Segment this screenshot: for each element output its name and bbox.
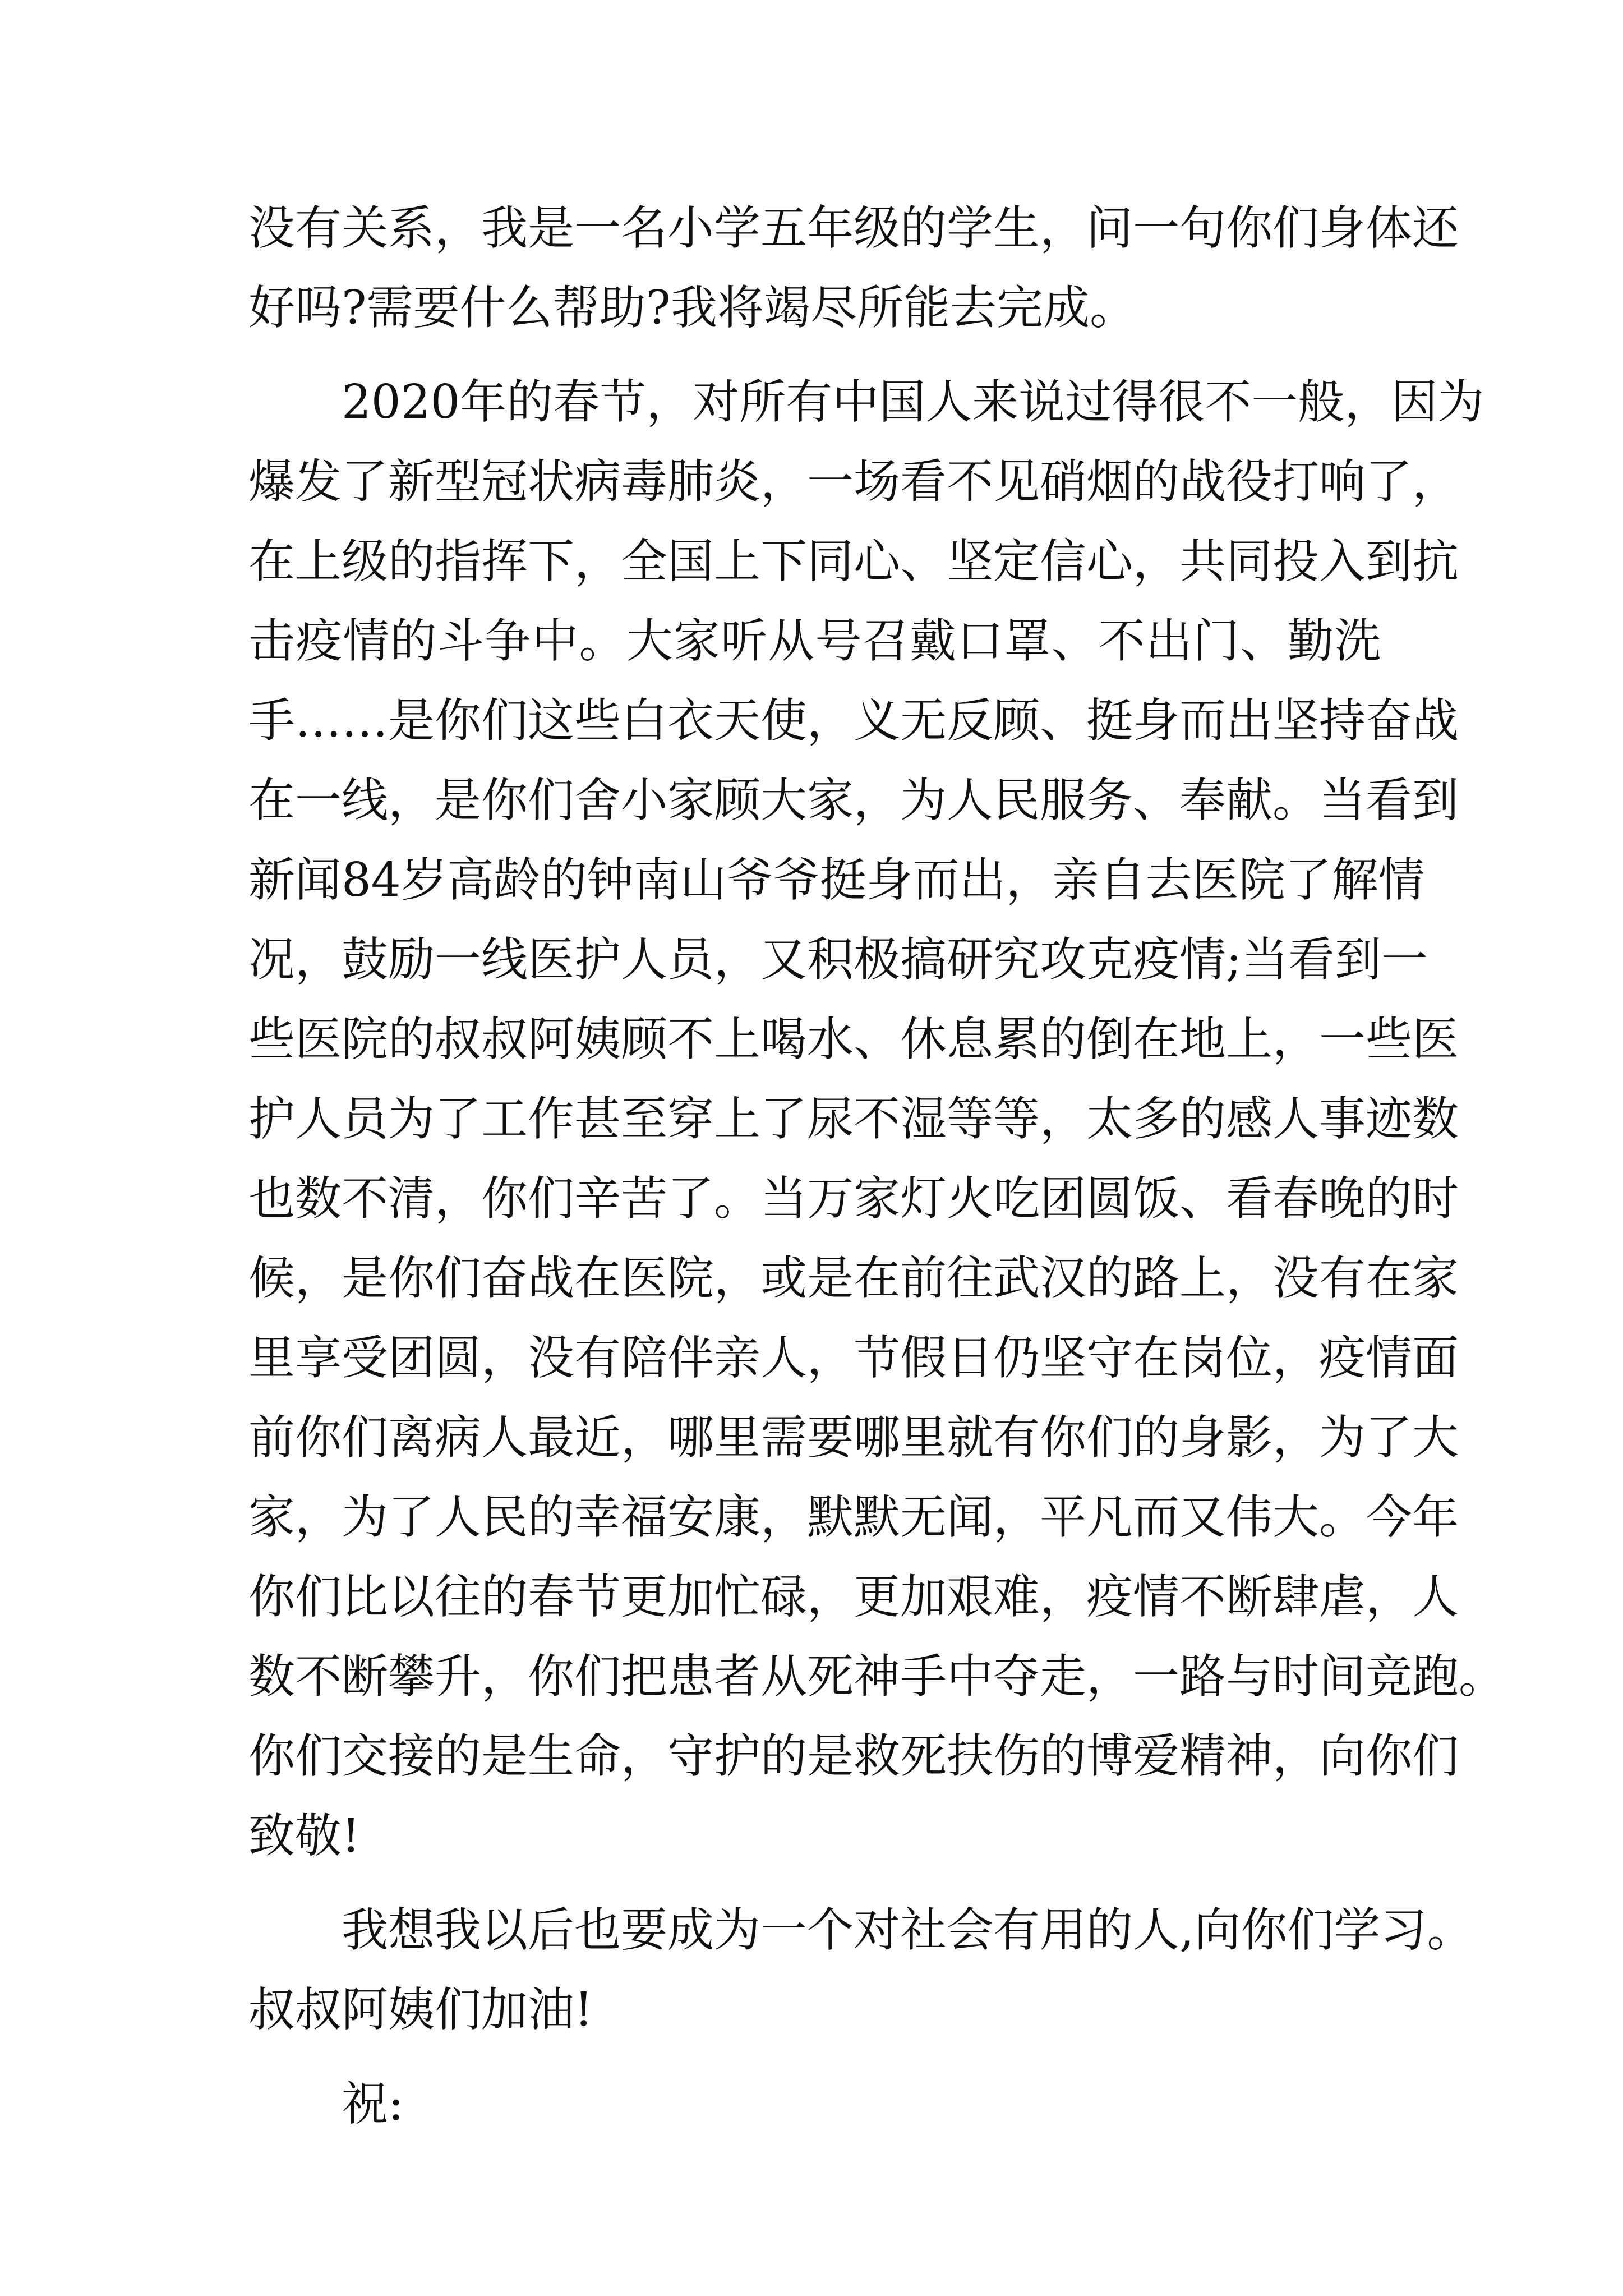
text-line: 祝: xyxy=(342,2077,404,2131)
text-line: 致敬! xyxy=(248,1809,361,1863)
text-line: 你 们 比 以 往 的 春 节 更 加 忙 碌 ， 更 加 艰 难 ， 疫 情 不 断 肆 虐 ， 人 xyxy=(248,1570,1459,1624)
text-line: 没 有 关 系 ， 我 是 一 名 小 学 五 年 级 的 学 生 ， 问 一 句 你 们 身 体 还 xyxy=(248,201,1459,255)
text-line: 击 疫 情 的 斗 争 中 。 大 家 听 从 号 召 戴 口 罩 、 不 出 门 、 勤 洗 xyxy=(248,614,1381,668)
text-line: 些 医 院 的 叔 叔 阿 姨 顾 不 上 喝 水 、 休 息 累 的 倒 在 地 上 ， 一 些 医 xyxy=(248,1012,1459,1066)
text-line: 叔叔阿姨们加油! xyxy=(248,1982,593,2037)
text-line: 在 一 线 ， 是 你 们 舍 小 家 顾 大 家 ， 为 人 民 服 务 、 奉 献 。 当 看 到 xyxy=(248,773,1459,827)
letter-body xyxy=(248,188,1505,2144)
text-line: 在 上 级 的 指 挥 下 ， 全 国 上 下 同 心 、 坚 定 信 心 ， 共 同 投 入 到 抗 xyxy=(248,534,1459,588)
text-line: 数 不 断 攀 升 ， 你 们 把 患 者 从 死 神 手 中 夺 走 ， 一 路 与 时 间 竞 跑 。 xyxy=(248,1649,1505,1704)
text-line: 你 们 交 接 的 是 生 命 ， 守 护 的 是 救 死 扶 伤 的 博 爱 精 神 ， 向 你 们 xyxy=(248,1729,1459,1783)
paragraph xyxy=(248,362,1505,1876)
text-line: 前 你 们 离 病 人 最 近 ， 哪 里 需 要 哪 里 就 有 你 们 的 身 影 ， 为 了 大 xyxy=(248,1410,1459,1465)
text-line: 2020 年 的 春 节 ， 对 所 有 中 国 人 来 说 过 得 很 不 一 般 ， 因 为 xyxy=(342,375,1484,429)
text-line: 候 ， 是 你 们 奋 战 在 医 院 ， 或 是 在 前 往 武 汉 的 路 上 ， 没 有 在 家 xyxy=(248,1251,1459,1305)
text-line: 家 ， 为 了 人 民 的 幸 福 安 康 ， 默 默 无 闻 ， 平 凡 而 又 伟 大 。 今 年 xyxy=(248,1490,1459,1544)
text-line: 好吗?需要什么帮助?我将竭尽所能去完成。 xyxy=(248,280,1136,335)
text-line: 我 想 我 以 后 也 要 成 为 一 个 对 社 会 有 用 的 人 , 向 你 们 学 习 。 xyxy=(342,1903,1474,1957)
text-line: 手 … … 是 你 们 这 些 白 衣 天 使 ， 义 无 反 顾 、 挺 身 而 出 坚 持 奋 战 xyxy=(248,693,1459,748)
text-line: 新 闻 84 岁 高 龄 的 钟 南 山 爷 爷 挺 身 而 出 ， 亲 自 去 医 院 了 解 情 xyxy=(248,853,1425,907)
text-line: 里 享 受 团 圆 ， 没 有 陪 伴 亲 人 ， 节 假 日 仍 坚 守 在 岗 位 ， 疫 情 面 xyxy=(248,1331,1459,1385)
paragraph xyxy=(248,2064,1381,2144)
text-line: 况 ， 鼓 励 一 线 医 护 人 员 ， 又 积 极 搞 研 究 攻 克 疫 情 ; 当 看 到 一 xyxy=(248,932,1428,987)
text-line: 爆 发 了 新 型 冠 状 病 毒 肺 炎 ， 一 场 看 不 见 硝 烟 的 战 役 打 响 了 ， xyxy=(248,454,1459,509)
text-line: 护 人 员 为 了 工 作 甚 至 穿 上 了 尿 不 湿 等 等 ， 太 多 的 感 人 事 迹 数 xyxy=(248,1092,1459,1146)
paragraph xyxy=(248,188,1459,348)
paragraph xyxy=(248,1890,1474,2050)
text-line: 也 数 不 清 ， 你 们 辛 苦 了 。 当 万 家 灯 火 吃 团 圆 饭 、 看 春 晚 的 时 xyxy=(248,1171,1459,1226)
